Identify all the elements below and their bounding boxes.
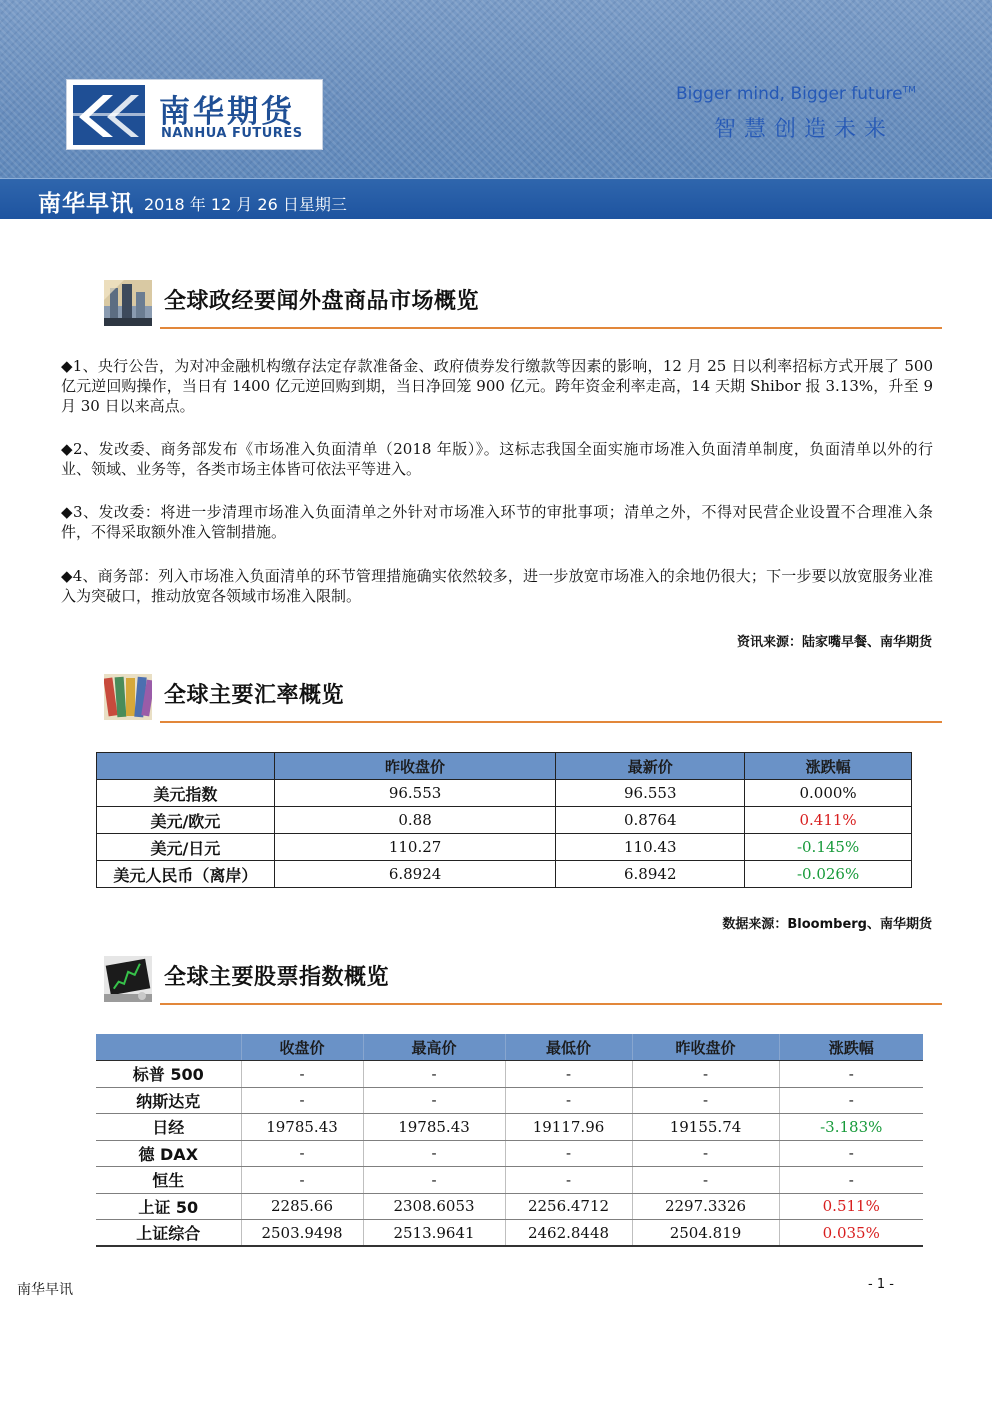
cell-high: - [363, 1140, 505, 1167]
cell-low: - [505, 1167, 632, 1194]
row-label: 美元指数 [97, 780, 275, 807]
cell-prev: 6.8924 [274, 861, 556, 888]
cell-close: - [241, 1087, 363, 1114]
cell-prev: 110.27 [274, 834, 556, 861]
news-text: ◆2、发改委、商务部发布《市场准入负面清单（2018 年版）》。这标志我国全面实施市场准入负面清单制度，负面清单以外的行业、领域、业务等，各类市场主体皆可依法平等进入。 [61, 440, 933, 478]
news-text: ◆4、商务部：列入市场准入负面清单的环节管理措施确实依然较多，进一步放宽市场准入的余地仍很大；下一步要以放宽服务业准入为突破口，推动放宽各领域市场准入限制。 [61, 567, 933, 605]
table-row [96, 1087, 923, 1114]
cell-low: 2256.4712 [505, 1193, 632, 1220]
table-row [96, 1220, 923, 1247]
column-header: 收盘价 [241, 1034, 363, 1061]
cell-change: -0.026% [745, 861, 912, 888]
news-item [61, 439, 933, 479]
cell-last: 0.8764 [556, 807, 745, 834]
section-divider [160, 327, 942, 329]
cell-change: 0.511% [779, 1193, 923, 1220]
news-text: ◆3、发改委：将进一步清理市场准入负面清单之外针对市场准入环节的审批事项；清单之外，不得对民营企业设置不合理准入条件，不得采取额外准入管制措施。 [61, 503, 933, 541]
cell-high: - [363, 1167, 505, 1194]
cell-high: 2308.6053 [363, 1193, 505, 1220]
slogan-english [676, 84, 916, 104]
logo-english-text: NANHUA FUTURES [161, 126, 303, 141]
cell-low: 2462.8448 [505, 1220, 632, 1247]
row-label: 纳斯达克 [96, 1087, 241, 1114]
cell-prev: - [632, 1140, 779, 1167]
cell-high: - [363, 1061, 505, 1088]
slogan-english-text: Bigger mind, Bigger future [676, 84, 903, 104]
section-news-heading [104, 276, 942, 332]
cell-low: 19117.96 [505, 1114, 632, 1141]
column-header: 昨收盘价 [632, 1034, 779, 1061]
trademark-mark: TM [902, 85, 916, 96]
table-row [97, 807, 912, 834]
row-label: 上证 50 [96, 1193, 241, 1220]
section-news-title: 全球政经要闻外盘商品市场概览 [164, 289, 480, 314]
cell-change: - [779, 1087, 923, 1114]
cell-low: - [505, 1140, 632, 1167]
cell-prev: - [632, 1087, 779, 1114]
row-label: 日经 [96, 1114, 241, 1141]
section-fx-heading [104, 670, 942, 726]
cell-change: 0.035% [779, 1220, 923, 1247]
cell-change: -3.183% [779, 1114, 923, 1141]
section-fx-title: 全球主要汇率概览 [164, 683, 345, 708]
column-header [97, 753, 275, 780]
title-banner [0, 178, 992, 219]
row-label: 德 DAX [96, 1140, 241, 1167]
cell-prev: 2504.819 [632, 1220, 779, 1247]
cell-low: - [505, 1087, 632, 1114]
slogan-chinese: 智慧创造未来 [714, 117, 895, 142]
column-header: 最新价 [556, 753, 745, 780]
row-label: 美元/欧元 [97, 807, 275, 834]
cell-prev: - [632, 1061, 779, 1088]
cell-change: - [779, 1167, 923, 1194]
cell-close: 2285.66 [241, 1193, 363, 1220]
column-header: 最高价 [363, 1034, 505, 1061]
table-row [96, 1061, 923, 1088]
table-row [96, 1193, 923, 1220]
cell-last: 96.553 [556, 780, 745, 807]
cell-close: 2503.9498 [241, 1220, 363, 1247]
table-row [96, 1167, 923, 1194]
section-divider [160, 721, 942, 723]
news-item [61, 356, 933, 416]
cell-close: - [241, 1140, 363, 1167]
cell-high: 19785.43 [363, 1114, 505, 1141]
company-logo [66, 79, 323, 150]
page-number: - 1 - [868, 1277, 894, 1292]
section-equity-heading [104, 952, 942, 1008]
fx-source: 数据来源：Bloomberg、南华期货 [722, 917, 932, 932]
table-row [97, 834, 912, 861]
nanhua-logo-icon [73, 85, 145, 145]
news-item [61, 566, 933, 606]
table-row [97, 780, 912, 807]
cell-high: - [363, 1087, 505, 1114]
newsletter-title: 南华早讯 [38, 191, 134, 217]
cell-prev: 19155.74 [632, 1114, 779, 1141]
cell-high: 2513.9641 [363, 1220, 505, 1247]
table-row [96, 1140, 923, 1167]
row-label: 标普 500 [96, 1061, 241, 1088]
column-header: 涨跌幅 [779, 1034, 923, 1061]
column-header: 昨收盘价 [274, 753, 556, 780]
cell-prev: 96.553 [274, 780, 556, 807]
row-label: 恒生 [96, 1167, 241, 1194]
cell-last: 110.43 [556, 834, 745, 861]
column-header [96, 1034, 241, 1061]
cell-last: 6.8942 [556, 861, 745, 888]
table-header-row [96, 1034, 923, 1061]
page-header [0, 0, 992, 178]
table-header-row [97, 753, 912, 780]
cell-change: - [779, 1061, 923, 1088]
column-header: 最低价 [505, 1034, 632, 1061]
cell-low: - [505, 1061, 632, 1088]
logo-chinese-text: 南华期货 [159, 94, 295, 130]
table-row [96, 1114, 923, 1141]
section-divider [160, 1003, 942, 1005]
news-text: ◆1、央行公告，为对冲金融机构缴存法定存款准备金、政府债券发行缴款等因素的影响，12 月 25 日以利率招标方式开展了 500 亿元逆回购操作，当日有 1400 亿元逆回购到期，当日净回笼 900 亿元。跨年资金利率走高，14 天期 Shibor 报 3.13%，升至 9 月 30 日以来高点。 [61, 357, 933, 415]
news-item [61, 502, 933, 542]
equity-index-table [96, 1034, 923, 1247]
column-header: 涨跌幅 [745, 753, 912, 780]
news-source: 资讯来源：陆家嘴早餐、南华期货 [736, 635, 932, 650]
cell-prev: - [632, 1167, 779, 1194]
cell-prev: 2297.3326 [632, 1193, 779, 1220]
cell-change: 0.411% [745, 807, 912, 834]
fx-table [96, 752, 912, 888]
cell-close: - [241, 1167, 363, 1194]
cell-close: - [241, 1061, 363, 1088]
table-row [97, 861, 912, 888]
cell-prev: 0.88 [274, 807, 556, 834]
city-photo-icon [104, 280, 152, 326]
section-equity-title: 全球主要股票指数概览 [164, 965, 390, 990]
row-label: 上证综合 [96, 1220, 241, 1247]
stock-chart-photo-icon [104, 956, 152, 1002]
cell-change: 0.000% [745, 780, 912, 807]
cell-change: - [779, 1140, 923, 1167]
cell-change: -0.145% [745, 834, 912, 861]
newsletter-date: 2018 年 12 月 26 日星期三 [144, 195, 347, 214]
footer-title: 南华早讯 [17, 1282, 73, 1298]
cell-close: 19785.43 [241, 1114, 363, 1141]
currency-photo-icon [104, 674, 152, 720]
row-label: 美元人民币（离岸） [97, 861, 275, 888]
row-label: 美元/日元 [97, 834, 275, 861]
